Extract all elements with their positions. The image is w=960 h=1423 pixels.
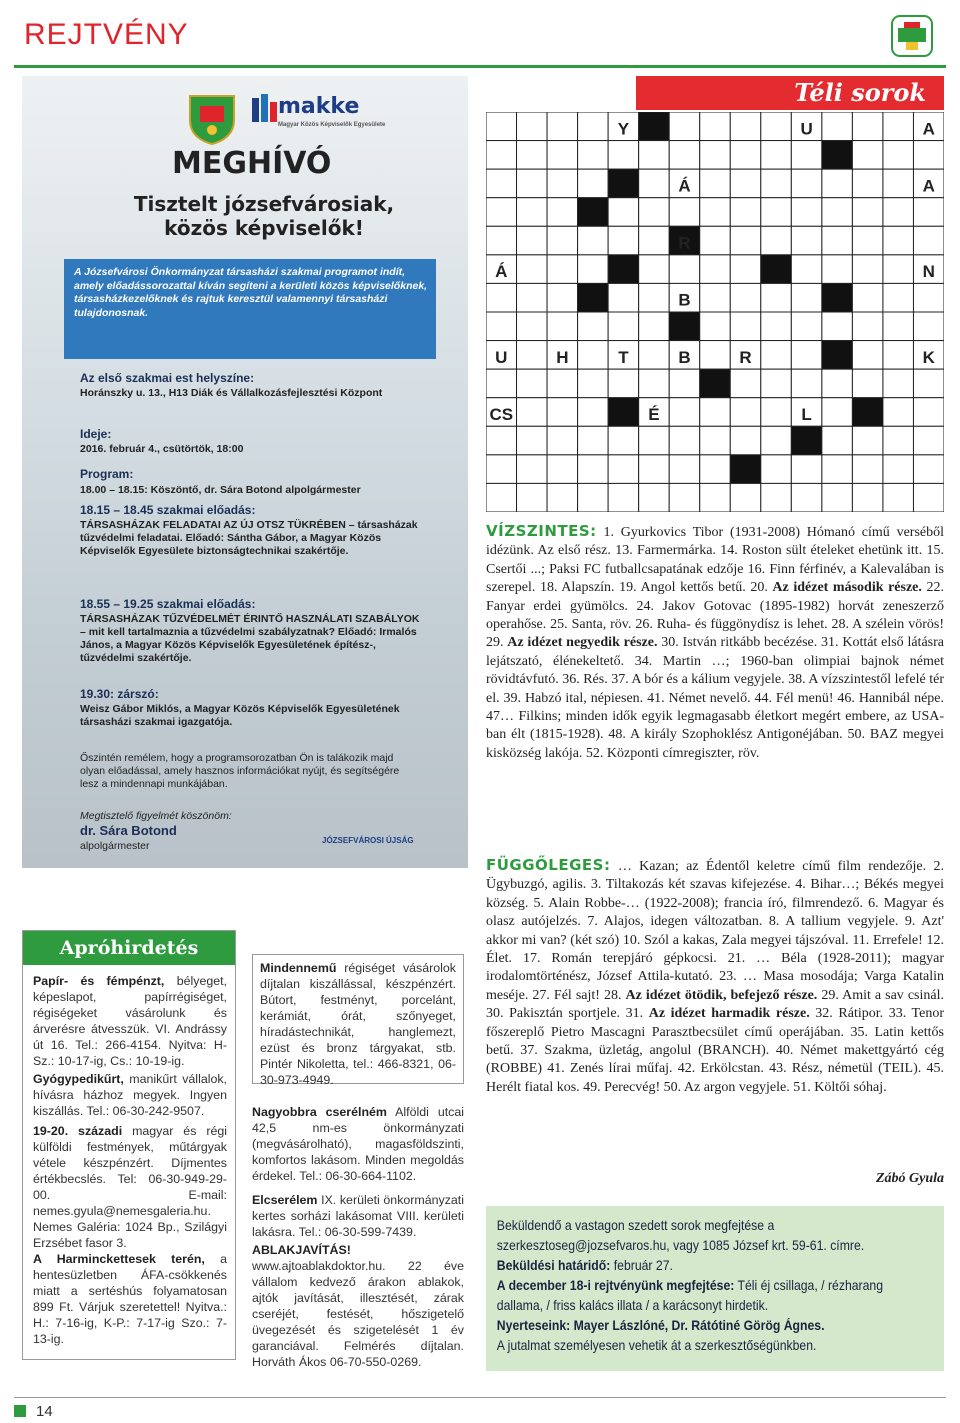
signer-name: dr. Sára Botond [80,823,177,838]
ad-lead: Gyógypedikűrt, [33,1072,124,1086]
down-text-3: 32. Rátipor. 33. Tenor főszereplő Pietro Mascagni Parasztbecsület című operájában. 35. Latin kettős betű. 37. Szakma, üzletág, angolul (BRANCH). 40. Német makettgyártó cég (ROBBE) 41. Zenés lírai műfaj. 42. Erkölcstan. 43. Rész, németül (TEIL). 45. Herélt fiatal kos. 49. Perecvég! 50. Az argon vegyjele. 51. Költői sóhaj. [486,1006,944,1095]
grid-cell[interactable] [486,455,517,484]
across-head: VÍZSZINTES: [486,522,597,540]
ad-text: manikűrt vállalok, hívásra házhoz megyek. Ingyen kiszállás. Tel.: 06-30-242-9507. [33,1072,227,1118]
grid-cell[interactable] [883,483,914,512]
deadline-label: Beküldési határidő: [496,1258,611,1273]
grid-cell[interactable] [517,341,548,370]
signer-role: alpolgármester [80,840,150,852]
grid-cell[interactable] [852,255,883,284]
down-bold-2: Az idézet harmadik része. [648,1006,810,1022]
ad-text: www.ajtoablakdoktor.hu. 22 éve vállalom kedvező árakon ablakok, ajtók javítását, illesztését, zárak cseréjét, festését, hőszigetelő üvegezését és szigetelését 1 év garanciával. Felmérés díjtalan. Horváth Ákos 06-70-550-0269. [252,1259,464,1369]
crossword-title: Téli sorok [794,78,926,107]
venue-label: Az első szakmai est helyszíne: [80,371,255,385]
solution-line [486,1276,898,1316]
grid-cell[interactable] [547,483,578,512]
solution-label: A december 18-i rejtvényünk megfejtése: [496,1278,735,1293]
grid-cell[interactable] [852,455,883,484]
invitation-subtitle: Tisztelt józsefvárosiak, közös képviselők! [133,192,395,240]
grid-cell[interactable] [883,426,914,455]
grid-cell[interactable] [822,112,853,141]
black-cell [700,369,731,398]
grid-cell[interactable] [730,226,761,255]
ad-lead: Nagyobbra cserélném [252,1105,387,1119]
grid-cell[interactable] [852,112,883,141]
grid-cell[interactable] [639,312,670,341]
given-letter: Y [617,119,630,139]
grid-cell[interactable] [517,283,548,312]
grid-cell[interactable] [486,283,517,312]
grid-cell[interactable] [700,341,731,370]
footer-marker-icon [14,1405,26,1417]
classifieds-title: Apróhirdetés [59,937,199,959]
grid-cell[interactable] [608,226,639,255]
given-letter: CS [489,405,514,424]
grid-cell[interactable] [517,169,548,198]
grid-cell[interactable] [578,226,609,255]
grid-cell[interactable] [761,312,792,341]
grid-cell[interactable] [913,426,944,455]
submission-box [486,1206,944,1371]
down-text-2: 29. Amit a sav csinál. 30. Pakisztán sportjele. 31. [486,987,944,1022]
grid-cell[interactable] [791,226,822,255]
grid-cell[interactable] [700,483,731,512]
black-cell [852,398,883,427]
program-item-3: TÁRSASHÁZAK TŰZVÉDELMÉT ÉRINTŐ HASZNÁLATI SZABÁLYOK – mit kell tartalmaznia a tűzvédelmi szabályzatnak? Előadó: Irmalós János, a Magyar Közös Képviselők Egyesületének építész-, tűzvédelmi szakértője. [80,613,420,664]
grid-cell[interactable] [730,369,761,398]
grid-cell[interactable] [700,312,731,341]
black-cell [730,455,761,484]
ad-lead: Elcserélem [252,1193,318,1207]
org-subtitle: Magyar Közös Képviselők Egyesülete [278,122,386,128]
across-clues [486,522,944,763]
grid-cell[interactable] [578,369,609,398]
down-clues [486,856,944,1097]
grid-cell[interactable] [578,426,609,455]
grid-cell[interactable] [547,455,578,484]
classified-ad [33,1251,227,1347]
page-number: 14 [36,1403,53,1420]
grid-cell[interactable] [547,312,578,341]
grid-cell[interactable] [517,369,548,398]
grid-cell[interactable] [700,141,731,170]
grid-cell[interactable] [761,141,792,170]
program-item-2-time: 18.15 – 18.45 szakmai előadás: [80,503,256,517]
given-letter: B [678,290,691,310]
org-logo-text: makke [278,94,360,119]
black-cell [669,312,700,341]
grid-cell[interactable] [486,112,517,141]
grid-cell[interactable] [791,341,822,370]
black-cell [608,169,639,198]
grid-cell[interactable] [913,226,944,255]
given-letter: K [922,347,935,367]
grid-cell[interactable] [486,141,517,170]
grid-cell[interactable] [822,198,853,227]
grid-cell[interactable] [700,426,731,455]
classified-ad [33,1071,227,1119]
grid-cell[interactable] [639,283,670,312]
intro-text: A Józsefvárosi Önkormányzat társasházi szakmai programot indít, amely előadássorozattal kíván segíteni a kerületi közös képviselőknek, társasházkezelőknek és rajtuk keresztül valamennyi társasházi tulajdonosnak. [74,266,428,319]
grid-cell[interactable] [730,141,761,170]
grid-cell[interactable] [486,426,517,455]
grid-cell[interactable] [791,455,822,484]
grid-cell[interactable] [822,255,853,284]
grid-cell[interactable] [883,198,914,227]
grid-cell[interactable] [517,312,548,341]
classified-ad [252,1104,464,1184]
grid-cell[interactable] [639,369,670,398]
grid-cell[interactable] [761,398,792,427]
grid-cell[interactable] [883,455,914,484]
grid-cell[interactable] [791,255,822,284]
black-cell [791,426,822,455]
grid-cell[interactable] [486,226,517,255]
given-letter: Á [678,176,691,196]
grid-cell[interactable] [852,369,883,398]
grid-cell[interactable] [608,141,639,170]
grid-cell[interactable] [883,312,914,341]
grid-cell[interactable] [578,255,609,284]
grid-cell[interactable] [517,198,548,227]
grid-cell[interactable] [486,312,517,341]
program-item-1: 18.00 – 18.15: Köszöntő, dr. Sára Botond alpolgármester [80,484,361,496]
ad-lead: Mindennemű [260,961,337,975]
date-label: Ideje: [80,427,112,441]
invitation-poster [22,76,468,868]
program-item-2: TÁRSASHÁZAK FELADATAI AZ ÚJ OTSZ TÜKRÉBEN – társasházak tűzvédelmi feladatai. Előadó: Sántha Gábor, a Magyar Közös Képviselők Egyesülete biztonságtechnikai szakértője. [80,519,418,557]
coat-of-arms-icon [182,90,242,146]
grid-cell[interactable] [639,198,670,227]
grid-cell[interactable] [669,141,700,170]
grid-cell[interactable] [578,169,609,198]
thanks-text: Megtisztelő figyelmét köszönöm: [80,810,232,822]
grid-cell[interactable] [547,426,578,455]
grid-cell[interactable] [822,398,853,427]
classified-ad [252,1192,464,1240]
deadline: február 27. [610,1258,673,1273]
black-cell [761,255,792,284]
given-letter: N [922,262,935,282]
grid-cell[interactable] [852,341,883,370]
grid-cell[interactable] [913,398,944,427]
grid-cell[interactable] [913,312,944,341]
grid-cell[interactable] [639,255,670,284]
program-item-4: Weisz Gábor Miklós, a Magyar Közös Képviselők Egyesületének társasházi szakmai igazgatója. [80,703,400,728]
grid-cell[interactable] [669,483,700,512]
given-letter: L [801,405,812,424]
newspaper-logo: JÓZSEFVÁROSI ÚJSÁG [322,836,414,845]
grid-cell[interactable] [791,169,822,198]
grid-cell[interactable] [913,141,944,170]
program-item-4-time: 19.30: zárszó: [80,687,159,701]
given-letter: É [648,405,660,424]
ad-lead: 19-20. századi [33,1124,123,1138]
black-cell [608,255,639,284]
grid-cell[interactable] [517,398,548,427]
grid-cell[interactable] [761,426,792,455]
grid-cell[interactable] [486,369,517,398]
grid-cell[interactable] [761,283,792,312]
grid-cell[interactable] [791,312,822,341]
grid-cell[interactable] [822,455,853,484]
across-bold-2: Az idézet negyedik része. [507,635,658,651]
grid-cell[interactable] [791,198,822,227]
grid-cell[interactable] [822,226,853,255]
grid-cell[interactable] [700,112,731,141]
grid-cell[interactable] [669,198,700,227]
grid-cell[interactable] [913,455,944,484]
grid-cell[interactable] [700,169,731,198]
grid-cell[interactable] [791,483,822,512]
across-text-3: 30. István ritkább becézése. 31. Kottát első látásra lejátszató, élénekeltető. 34. Martin …; 1960-ban olimpiai bajnok német rövidtávfutó. 36. Rés. 37. A bór és a kálium vegyjele. 38. A vízszintestől lefelé tér el. 39. Habzó ital, népiesen. 41. Német nevelő. 44. Fél menü! 46. Hannibál népe. 47… Filkins; minden idők egyik legmagasabb életkort megért embere, az USA-ban élt (1815-1928). 48. A király Szophoklész Antigonéjában. 50. BAZ megyei kisközség lakója. 52. Központi címregiszter, röv. [486,635,945,761]
ad-lead: A Harminckettesek terén, [33,1252,205,1266]
solution: Téli éj csillaga, / rézharang dallama, / friss kalács illata / a karácsonyt hirdetik. [496,1278,884,1313]
grid-cell[interactable] [639,483,670,512]
classified-ad [252,1242,464,1370]
crossword-puzzle [486,76,944,513]
grid-cell[interactable] [486,483,517,512]
ad-text: bélyeget, képeslapot, papírrégiséget, régiségeket vásárolunk és árverésre átvesszük. VI. Andrássy út 16. Tel.: 266-4154. Nyitva: H-Sz.: 10-17-ig, Cs.: 10-19-ig. [33,974,228,1068]
winners: Nyerteseink: Mayer Lászlóné, Dr. Rátótiné Görög Ágnes. [496,1318,825,1333]
grid-cell[interactable] [547,398,578,427]
down-bold-1: Az idézet ötödik, befejező része. [625,987,818,1003]
grid-cell[interactable] [639,141,670,170]
grid-cell[interactable] [578,112,609,141]
footer-rule [14,1397,946,1398]
grid-cell[interactable] [547,141,578,170]
grid-cell[interactable] [578,398,609,427]
grid-cell[interactable] [761,455,792,484]
date: 2016. február 4., csütörtök, 18:00 [80,443,244,455]
grid-cell[interactable] [730,426,761,455]
black-cell [608,398,639,427]
ad-lead: Papír- és fémpénzt, [33,974,165,988]
ad-text: a hentesüzletben ÁFA-csökkenés miatt a sertéshús folyamatosan 899 Ft. Várjuk szeretettel! Nyitva.: H.: 7-16-ig, K-P.: 7-17-ig Szo.: 7-13-ig. [33,1252,227,1346]
section-title: REJTVÉNY [24,18,189,51]
grid-cell[interactable] [578,141,609,170]
grid-cell[interactable] [547,283,578,312]
grid-cell[interactable] [486,198,517,227]
given-letter: A [922,119,935,139]
grid-cell[interactable] [822,483,853,512]
grid-cell[interactable] [578,341,609,370]
given-letter: R [678,233,691,253]
program-label: Program: [80,467,134,481]
grid-cell[interactable] [761,226,792,255]
black-cell [822,141,853,170]
ad-text: IX. kerületi önkormányzati kertes sorházi lakásomat VIII. kerületi lakásra. Tel.: 06-30-599-7439. [252,1193,464,1239]
grid-cell[interactable] [883,369,914,398]
grid-cell[interactable] [761,169,792,198]
grid-cell[interactable] [608,483,639,512]
ad-text: magyar és régi külföldi festmények, műtárgyak vétele készpénzért. Díjmentes értékbecslés. Tel: 06-30-949-29-00. E-mail: nemes.gyula@nemesgaleria.hu. Nemes Galéria: 1024 Bp., Szilágyi Erzsébet fasor 3. [33,1124,227,1250]
grid-cell[interactable] [700,255,731,284]
grid-cell[interactable] [883,255,914,284]
grid-cell[interactable] [517,426,548,455]
grid-cell[interactable] [883,341,914,370]
grid-cell[interactable] [761,112,792,141]
venue: Horánszky u. 13., H13 Diák és Vállalkozásfejlesztési Központ [80,387,383,399]
grid-cell[interactable] [547,369,578,398]
grid-cell[interactable] [883,112,914,141]
grid-cell[interactable] [517,455,548,484]
grid-cell[interactable] [822,169,853,198]
grid-cell[interactable] [639,426,670,455]
grid-cell[interactable] [517,112,548,141]
grid-cell[interactable] [730,283,761,312]
grid-cell[interactable] [730,112,761,141]
grid-cell[interactable] [730,169,761,198]
grid-cell[interactable] [852,312,883,341]
given-letter: Á [495,262,508,282]
grid-cell[interactable] [700,226,731,255]
grid-cell[interactable] [517,141,548,170]
grid-cell[interactable] [608,369,639,398]
grid-cell[interactable] [578,455,609,484]
grid-cell[interactable] [669,398,700,427]
grid-cell[interactable] [547,169,578,198]
given-letter: H [556,347,569,367]
grid-cell[interactable] [761,341,792,370]
given-letter: R [739,347,752,367]
closing-text: Őszintén remélem, hogy a programsorozatban Ön is talákozik majd olyan előadással, amely hasznos információkat nyújt, és segítségére lesz a mindennapi munkájában. [80,752,400,790]
black-cell [822,283,853,312]
grid-cell[interactable] [883,169,914,198]
given-letter: T [618,347,629,367]
grid-cell[interactable] [883,141,914,170]
grid-cell[interactable] [639,226,670,255]
grid-cell[interactable] [517,226,548,255]
grid-cell[interactable] [852,198,883,227]
grid-cell[interactable] [517,483,548,512]
grid-cell[interactable] [791,369,822,398]
grid-cell[interactable] [700,398,731,427]
given-letter: U [495,347,508,367]
given-letter: A [922,176,935,196]
grid-cell[interactable] [852,141,883,170]
ad-text: Alföldi utcai 42,5 nm-es önkormányzati (megvásárolható), magasföldszinti, komfortos lakásom. Minden megoldás érdekel. Tel.: 06-30-664-1102. [252,1105,464,1183]
classifieds-box [22,930,236,1360]
grid-cell[interactable] [761,198,792,227]
black-cell [639,112,670,141]
grid-cell[interactable] [608,426,639,455]
grid-cell[interactable] [669,255,700,284]
grid-cell[interactable] [761,483,792,512]
black-cell [822,341,853,370]
grid-cell[interactable] [730,312,761,341]
district-crest-icon [890,14,934,58]
grid-cell[interactable] [822,369,853,398]
grid-cell[interactable] [730,398,761,427]
grid-cell[interactable] [669,112,700,141]
grid-cell[interactable] [486,169,517,198]
grid-cell[interactable] [669,369,700,398]
grid-cell[interactable] [913,369,944,398]
grid-cell[interactable] [883,398,914,427]
grid-cell[interactable] [730,255,761,284]
grid-cell[interactable] [639,169,670,198]
grid-cell[interactable] [578,483,609,512]
grid-cell[interactable] [883,283,914,312]
grid-cell[interactable] [913,283,944,312]
grid-cell[interactable] [791,283,822,312]
across-text-2: 22. Fanyar erdei gyümölcs. 24. Jakov Gotovac (1895-1982) horvát zeneszerző operahőse. 25. Santa, röv. 26. Ruha- és függönydísz is lehet. 28. A szélein vörös! 29. [486,580,945,651]
grid-cell[interactable] [822,312,853,341]
grid-cell[interactable] [608,198,639,227]
grid-cell[interactable] [608,312,639,341]
across-bold-1: Az idézet második része. [772,580,922,596]
grid-cell[interactable] [578,312,609,341]
across-text-1: 1. Gyurkovics Tibor (1931-2008) Hómanó című verséből idézünk. Az első rész. 13. Farmermárka. 14. Roston sült ételeket ehetünk itt. 15. Csertői ...; Paksi FC futballcsapatának edzője 16. Finn férfinév, a Kalevalában is szerepel. 18. Alapszín. 19. Angol kettős betű. 20. [486,525,944,596]
grid-cell[interactable] [913,483,944,512]
down-head: FÜGGŐLEGES: [486,856,611,874]
grid-cell[interactable] [852,283,883,312]
ad-lead: ABLAKJAVÍTÁS! [252,1243,351,1257]
grid-cell[interactable] [639,455,670,484]
grid-cell[interactable] [730,483,761,512]
deadline-line [486,1256,898,1276]
submit-instructions: Beküldendő a vastagon szedett sorok megfejtése a szerkesztoseg@jozsefvaros.hu, vagy 1085 József krt. 59-61. címre. [496,1218,865,1253]
grid-cell[interactable] [700,283,731,312]
puzzle-author: Zábó Gyula [875,1171,944,1186]
invitation-title: MEGHÍVÓ [172,146,332,181]
grid-cell[interactable] [730,198,761,227]
grid-cell[interactable] [639,341,670,370]
classified-ad [33,973,227,1069]
grid-cell[interactable] [883,226,914,255]
grid-cell[interactable] [913,198,944,227]
grid-cell[interactable] [700,455,731,484]
grid-cell[interactable] [791,141,822,170]
given-letter: U [800,119,813,139]
grid-cell[interactable] [669,455,700,484]
grid-cell[interactable] [608,455,639,484]
black-cell [578,283,609,312]
grid-cell[interactable] [700,198,731,227]
grid-cell[interactable] [547,112,578,141]
classified-ad [33,1123,227,1251]
prize-note: A jutalmat személyesen vehetik át a szerkesztőségünkben. [496,1338,817,1353]
grid-cell[interactable] [547,226,578,255]
grid-cell[interactable] [608,283,639,312]
program-item-3-time: 18.55 – 19.25 szakmai előadás: [80,597,256,611]
grid-cell[interactable] [761,369,792,398]
grid-cell[interactable] [822,426,853,455]
grid-cell[interactable] [852,226,883,255]
down-text-1: … Kazan; az Édentől keletre című film rendezője. 2. Ügybuzgó, agilis. 3. Tiltakozás két szavas kifejezése. 4. Bihar…; Békés megyei község. 5. Alain Robbe-… (1922-2008); francia író, filmrendező. 6. Magyar és olasz autójelzés. 7. Alajos, idegen változatban. 8. A tallium vegyjele. 9. Azt' akkor mi van? (két szó) 10. Szól a kakas, Zala megyei tájszóval. 11. Errefele! 12. Élet. 17. Román terepjáró gépkocsi. 21. … Béla (1928-2011); magyar irodalomtörténész, József Attila-kutató. 23. … Masa mosodája; Varga Katalin meséje. 27. Fél sajt! 28. [486,859,944,1003]
grid-cell[interactable] [852,483,883,512]
black-cell [578,198,609,227]
given-letter: B [678,347,691,367]
classified-ad [260,960,456,1088]
grid-cell[interactable] [547,198,578,227]
grid-cell[interactable] [852,169,883,198]
grid-cell[interactable] [852,426,883,455]
ad-text: régiséget vásárolok díjtalan kiszállással, készpénzért. Bútort, festményt, porcelánt, kerámiát, órát, szőnyeget, híradástechnikát, hanglemezt, ezüst és bronz tárgyakat, stb. Pintér Nikoletta, tel.: 466-8321, 06-30-973-4949. [260,961,456,1087]
grid-cell[interactable] [517,255,548,284]
grid-cell[interactable] [669,426,700,455]
crossword-grid[interactable] [486,112,944,512]
grid-cell[interactable] [547,255,578,284]
